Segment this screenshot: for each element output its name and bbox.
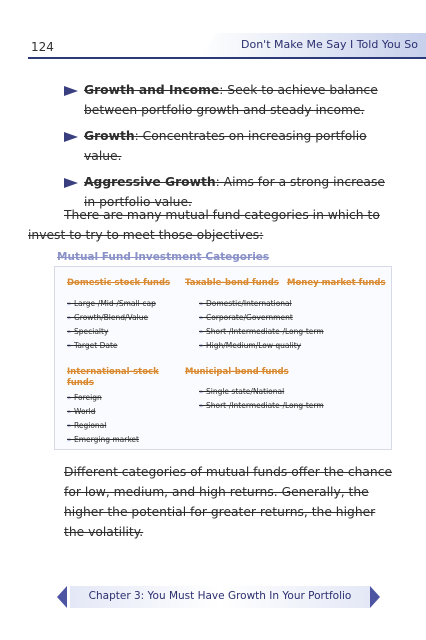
list-item: » World bbox=[67, 405, 139, 419]
next-page-arrow-icon[interactable] bbox=[370, 586, 380, 608]
arrow-bullet-icon bbox=[64, 132, 78, 142]
bullet-text: : Seek to achieve balance between portfolio growth and steady income. bbox=[84, 83, 378, 117]
intro-paragraph: There are many mutual fund categories in which to invest to try to meet those objectives: bbox=[28, 208, 380, 242]
bullet-term: Aggressive Growth bbox=[84, 175, 216, 189]
list-item: » Foreign bbox=[67, 391, 139, 405]
list-item: » Corporate/Government bbox=[199, 311, 324, 325]
international-stock-list bbox=[67, 391, 139, 447]
categories-title: Mutual Fund Investment Categories bbox=[57, 251, 270, 263]
taxable-bond-heading: Taxable-bond funds bbox=[185, 278, 279, 288]
international-stock-heading: International-stock funds bbox=[67, 367, 159, 388]
list-item bbox=[64, 126, 394, 166]
money-market-heading: Money market funds bbox=[287, 278, 386, 288]
list-item: » Specialty bbox=[67, 325, 156, 339]
book-title: Don't Make Me Say I Told You So bbox=[241, 38, 418, 51]
list-item: » Growth/Blend/Value bbox=[67, 311, 156, 325]
chapter-title: Chapter 3: You Must Have Growth In Your Portfolio bbox=[88, 590, 352, 602]
domestic-stock-list bbox=[67, 297, 156, 353]
list-item: » Single state/National bbox=[199, 385, 324, 399]
categories-box bbox=[54, 266, 392, 450]
list-item: » Domestic/International bbox=[199, 297, 324, 311]
arrow-bullet-icon bbox=[64, 86, 78, 96]
list-item: » Target Date bbox=[67, 339, 156, 353]
bullet-text: : Concentrates on increasing portfolio value. bbox=[84, 129, 367, 163]
arrow-bullet-icon bbox=[64, 178, 78, 188]
list-item: » Large-/Mid-/Small-cap bbox=[67, 297, 156, 311]
previous-page-arrow-icon[interactable] bbox=[57, 586, 67, 608]
bullet-term: Growth bbox=[84, 129, 135, 143]
taxable-bond-list bbox=[199, 297, 324, 353]
list-item: » High/Medium/Low quality bbox=[199, 339, 324, 353]
bullet-term: Growth and Income bbox=[84, 83, 220, 97]
municipal-bond-heading: Municipal-bond funds bbox=[185, 367, 289, 377]
list-item: » Short-/Intermediate-/Long-term bbox=[199, 325, 324, 339]
list-item: » Emerging market bbox=[67, 433, 139, 447]
outro-paragraph: Different categories of mutual funds offer the chance for low, medium, and high returns. Generally, the higher the potential for greater returns, the higher the volatility. bbox=[64, 465, 393, 539]
header-rule bbox=[28, 57, 426, 59]
page-number: 124 bbox=[31, 40, 54, 54]
domestic-stock-heading: Domestic stock funds bbox=[67, 278, 171, 288]
objective-list bbox=[64, 80, 394, 218]
municipal-bond-list bbox=[199, 385, 324, 413]
bullet-text: : Aims for a strong increase in portfolio value. bbox=[84, 175, 385, 209]
list-item bbox=[64, 80, 394, 120]
list-item: » Regional bbox=[67, 419, 139, 433]
list-item: » Short-/Intermediate-/Long-term bbox=[199, 399, 324, 413]
